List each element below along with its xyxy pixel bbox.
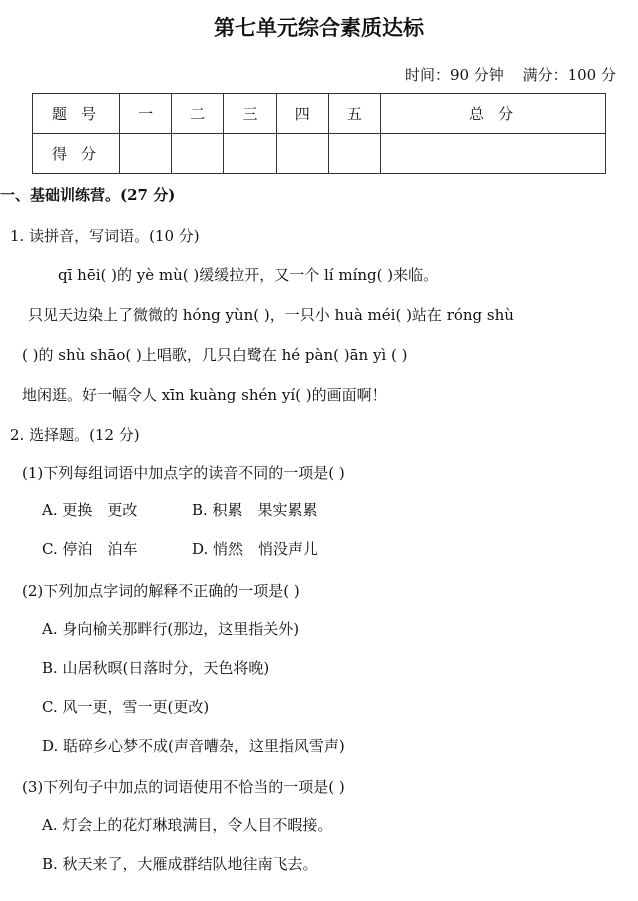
q2-sub2-option-a: A. 身向榆关那畔行(那边，这里指关外)	[42, 620, 300, 638]
q2-sub1-stem: (1)下列每组词语中加点字的读音不同的一项是( )	[22, 464, 345, 482]
score-table-score-row	[33, 134, 606, 174]
q2-sub3-option-a: A. 灯会上的花灯琳琅满目，令人目不暇接。	[42, 816, 333, 834]
q1-line-4: 地闲逛。好一幅令人 xīn kuàng shén yí( )的画面啊！	[22, 386, 387, 404]
header-cell-2: 二	[172, 94, 224, 134]
row-label-question-number: 题号	[33, 94, 120, 134]
page-title: 第七单元综合素质达标	[214, 15, 424, 40]
q2-sub1-option-c: C. 停泊 泊车	[42, 540, 138, 558]
score-cell-4[interactable]	[276, 134, 328, 174]
score-cell-3[interactable]	[224, 134, 276, 174]
time-limit: 时间：90 分钟	[404, 66, 504, 84]
score-table-header-row	[33, 94, 606, 134]
q2-heading: 2. 选择题。(12 分)	[10, 426, 140, 444]
q1-heading: 1. 读拼音，写词语。(10 分)	[10, 227, 200, 245]
section-1-heading: 一、基础训练营。(27 分)	[0, 186, 176, 204]
header-cell-5: 五	[328, 94, 380, 134]
q2-sub1-option-a: A. 更换 更改	[42, 501, 138, 519]
exam-meta	[391, 64, 616, 85]
header-cell-4: 四	[276, 94, 328, 134]
full-score: 满分：100 分	[522, 66, 616, 84]
q2-sub2-option-d: D. 聒碎乡心梦不成(声音嘈杂，这里指风雪声)	[42, 737, 345, 755]
q2-sub1-option-b: B. 积累 果实累累	[192, 501, 318, 519]
q2-sub3-stem: (3)下列句子中加点的词语使用不恰当的一项是( )	[22, 778, 345, 796]
q2-sub2-option-b: B. 山居秋暝(日落时分，天色将晚)	[42, 659, 270, 677]
q2-sub1-option-d: D. 悄然 悄没声儿	[192, 540, 319, 558]
score-cell-2[interactable]	[172, 134, 224, 174]
q2-sub2-stem: (2)下列加点字词的解释不正确的一项是( )	[22, 582, 300, 600]
q1-line-1: qī hēi( )的 yè mù( )缓缓拉开，又一个 lí míng( )来临。	[58, 266, 439, 284]
q2-sub2-option-c: C. 风一更，雪一更(更改)	[42, 698, 210, 716]
q1-line-2: 只见天边染上了微微的 hóng yùn( )，一只小 huà méi( )站在 róng shù	[28, 306, 514, 324]
q2-sub3-option-b: B. 秋天来了，大雁成群结队地往南飞去。	[42, 855, 318, 873]
score-cell-1[interactable]	[120, 134, 172, 174]
row-label-score: 得分	[33, 134, 120, 174]
score-cell-5[interactable]	[328, 134, 380, 174]
score-table	[32, 93, 606, 174]
score-cell-total[interactable]	[381, 134, 606, 174]
header-cell-total: 总分	[381, 94, 606, 134]
header-cell-3: 三	[224, 94, 276, 134]
header-cell-1: 一	[120, 94, 172, 134]
q1-line-3: ( )的 shù shāo( )上唱歌，几只白鹭在 hé pàn( )ān yì ( )	[22, 346, 408, 364]
